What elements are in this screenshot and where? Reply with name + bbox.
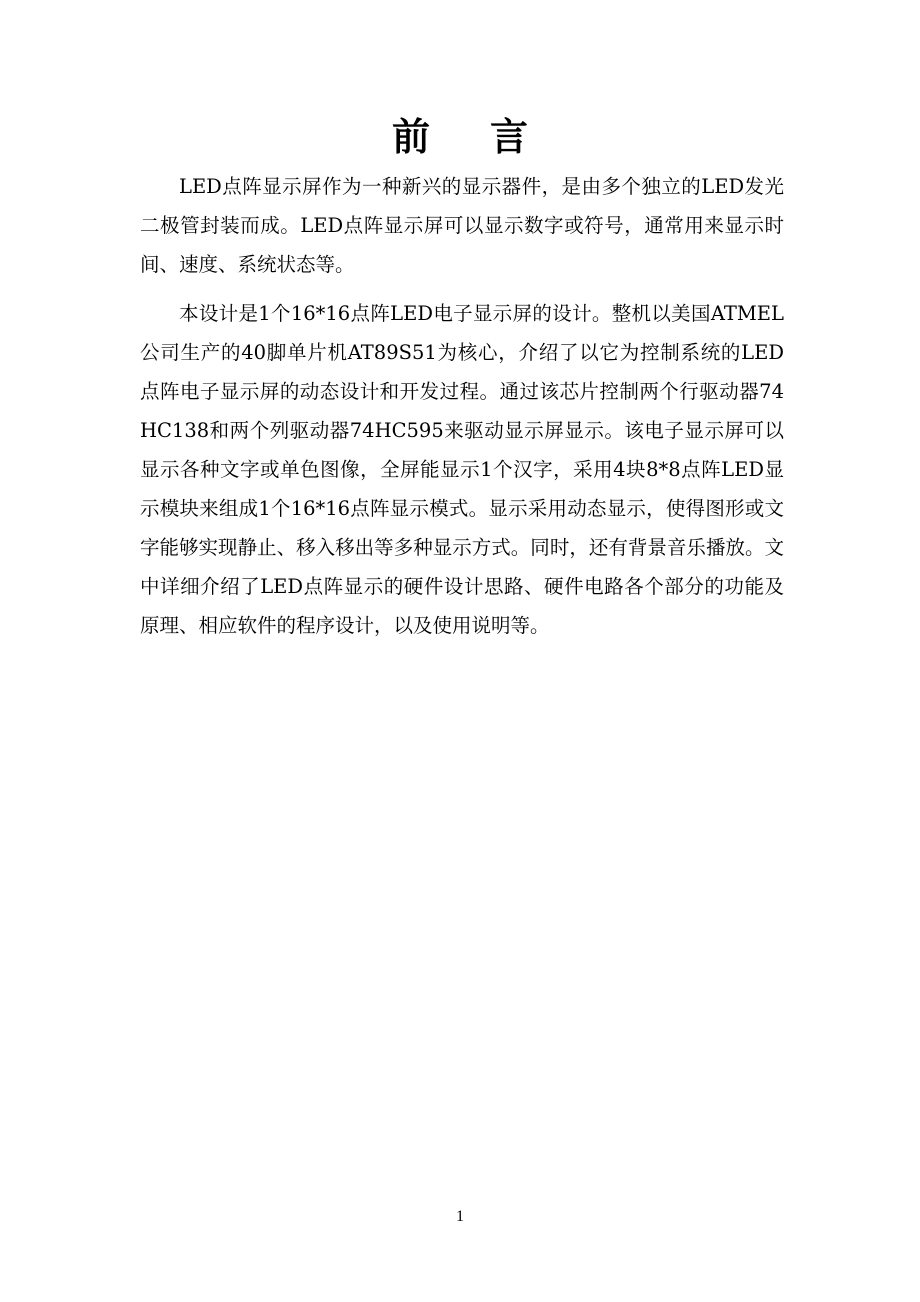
paragraph-intro: LED点阵显示屏作为一种新兴的显示器件，是由多个独立的LED发光二极管封装而成。LED点阵显示屏可以显示数字或符号，通常用来显示时间、速度、系统状态等。 <box>140 175 784 276</box>
page-number: 1 <box>456 1208 464 1225</box>
page-title: 前言 <box>391 114 588 159</box>
body-text <box>140 167 784 645</box>
paragraph-design: 本设计是1个16*16点阵LED电子显示屏的设计。整机以美国ATMEL公司生产的40脚单片机AT89S51为核心，介绍了以它为控制系统的LED点阵电子显示屏的动态设计和开发过程。通过该芯片控制两个行驱动器74HC138和两个列驱动器74HC595来驱动显示屏显示。该电子显示屏可以显示各种文字或单色图像，全屏能显示1个汉字，采用4块8*8点阵LED显示模块来组成1个16*16点阵显示模式。显示采用动态显示，使得图形或文字能够实现静止、移入移出等多种显示方式。同时，还有背景音乐播放。文中详细介绍了LED点阵显示的硬件设计思路、硬件电路各个部分的功能及原理、相应软件的程序设计，以及使用说明等。 <box>140 302 784 637</box>
